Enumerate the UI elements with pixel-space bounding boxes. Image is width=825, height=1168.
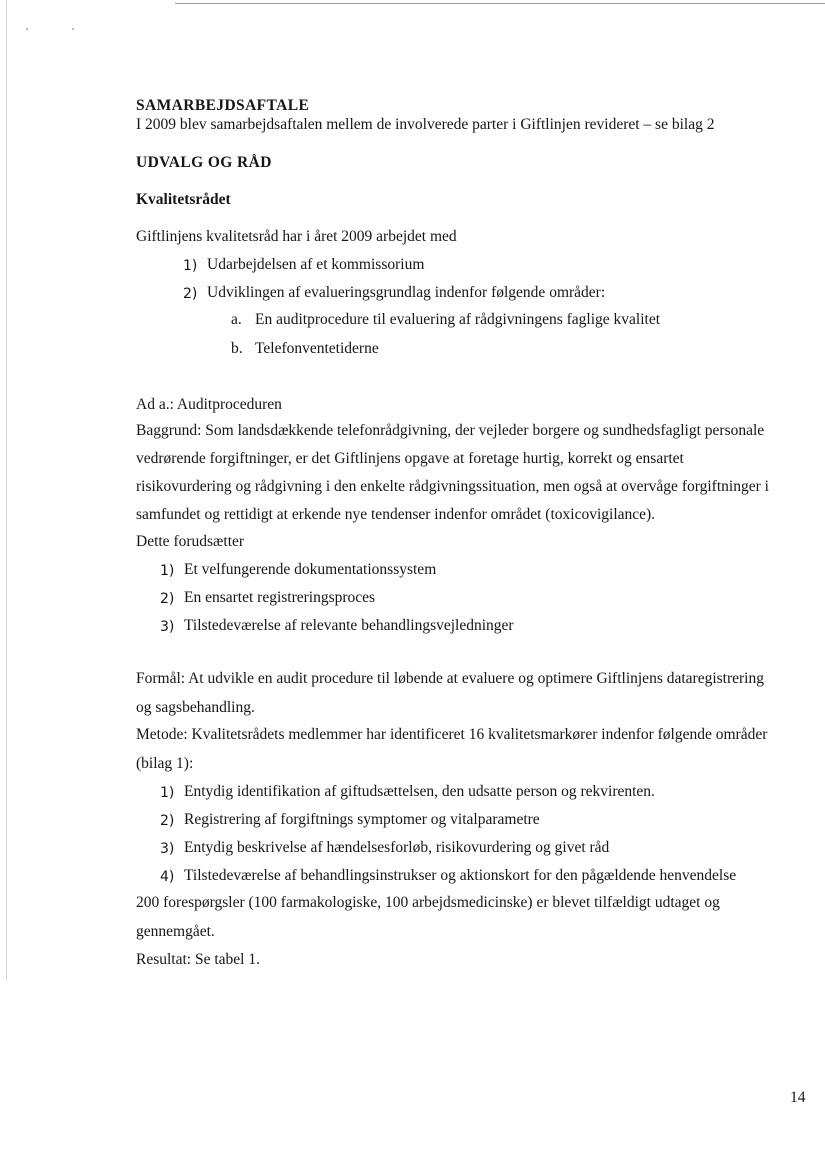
intro-text: Giftlinjens kvalitetsråd har i året 2009 arbejdet med (136, 228, 457, 245)
scan-top-rule (175, 3, 825, 4)
section-title: SAMARBEJDSAFTALE (136, 97, 310, 114)
paragraph-line: risikovurdering og rådgivning i den enkelte rådgivningssituation, men også at overvåge forgiftninger i (136, 478, 769, 495)
subheading: Kvalitetsrådet (136, 191, 231, 208)
ad-a-title: Ad a.: Auditproceduren (136, 396, 282, 413)
list-marker: 1) (183, 258, 198, 274)
paragraph-line: Formål: At udvikle en audit procedure til løbende at evaluere og optimere Giftlinjens dataregistrering (136, 670, 764, 687)
paragraph-line: vedrørende forgiftninger, er det Giftlinjens opgave at foretage hurtig, korrekt og ensartet (136, 450, 684, 467)
list-marker: b. (231, 340, 243, 357)
list-marker: 1) (160, 563, 175, 579)
paragraph-line: 200 forespørgsler (100 farmakologiske, 100 arbejdsmedicinske) er blevet tilfældigt udtaget og (136, 894, 720, 911)
paragraph-line: og sagsbehandling. (136, 699, 255, 716)
list-marker: 2) (183, 286, 198, 302)
list-item: Entydig beskrivelse af hændelsesforløb, risikovurdering og givet råd (184, 839, 610, 856)
scan-speck (72, 28, 74, 30)
paragraph-line: gennemgået. (136, 923, 215, 940)
list-item: Tilstedeværelse af behandlingsinstrukser og aktionskort for den pågældende henvendelse (184, 867, 737, 884)
paragraph-line: samfundet og rettidigt at erkende nye tendenser indenfor området (toxicovigilance). (136, 506, 656, 523)
page-heading: UDVALG OG RÅD (136, 154, 272, 171)
paragraph-line: (bilag 1): (136, 755, 194, 772)
result-text: Resultat: Se tabel 1. (136, 951, 260, 968)
list-item: Telefonventetiderne (255, 340, 379, 357)
list-marker: 2) (160, 591, 175, 607)
list-marker: 3) (160, 619, 175, 635)
list-item: En auditprocedure til evaluering af rådgivningens faglige kvalitet (255, 311, 661, 328)
list-item: Registrering af forgiftnings symptomer og vitalparametre (184, 811, 540, 828)
list-item: En ensartet registreringsproces (184, 589, 376, 606)
list-marker: 3) (160, 841, 175, 857)
scan-speck (26, 28, 28, 30)
list-item: Tilstedeværelse af relevante behandlingsvejledninger (184, 617, 514, 634)
list-marker: 1) (160, 785, 175, 801)
scan-left-edge (6, 0, 7, 980)
section-body: I 2009 blev samarbejdsaftalen mellem de involverede parter i Giftlinjen revideret – se bilag 2 (136, 116, 715, 133)
list-item: Udviklingen af evalueringsgrundlag indenfor følgende områder: (207, 284, 606, 301)
list-marker: a. (231, 311, 242, 328)
requires-text: Dette forudsætter (136, 533, 245, 550)
list-marker: 2) (160, 813, 175, 829)
list-item: Et velfungerende dokumentationssystem (184, 561, 437, 578)
list-marker: 4) (160, 869, 175, 885)
page-number: 14 (790, 1089, 806, 1106)
paragraph-line: Metode: Kvalitetsrådets medlemmer har identificeret 16 kvalitetsmarkører indenfor følgende områder (136, 726, 768, 743)
list-item: Entydig identifikation af giftudsættelsen, den udsatte person og rekvirenten. (184, 783, 655, 800)
paragraph-line: Baggrund: Som landsdækkende telefonrådgivning, der vejleder borgere og sundhedsfagligt personale (136, 422, 765, 439)
list-item: Udarbejdelsen af et kommissorium (207, 256, 425, 273)
